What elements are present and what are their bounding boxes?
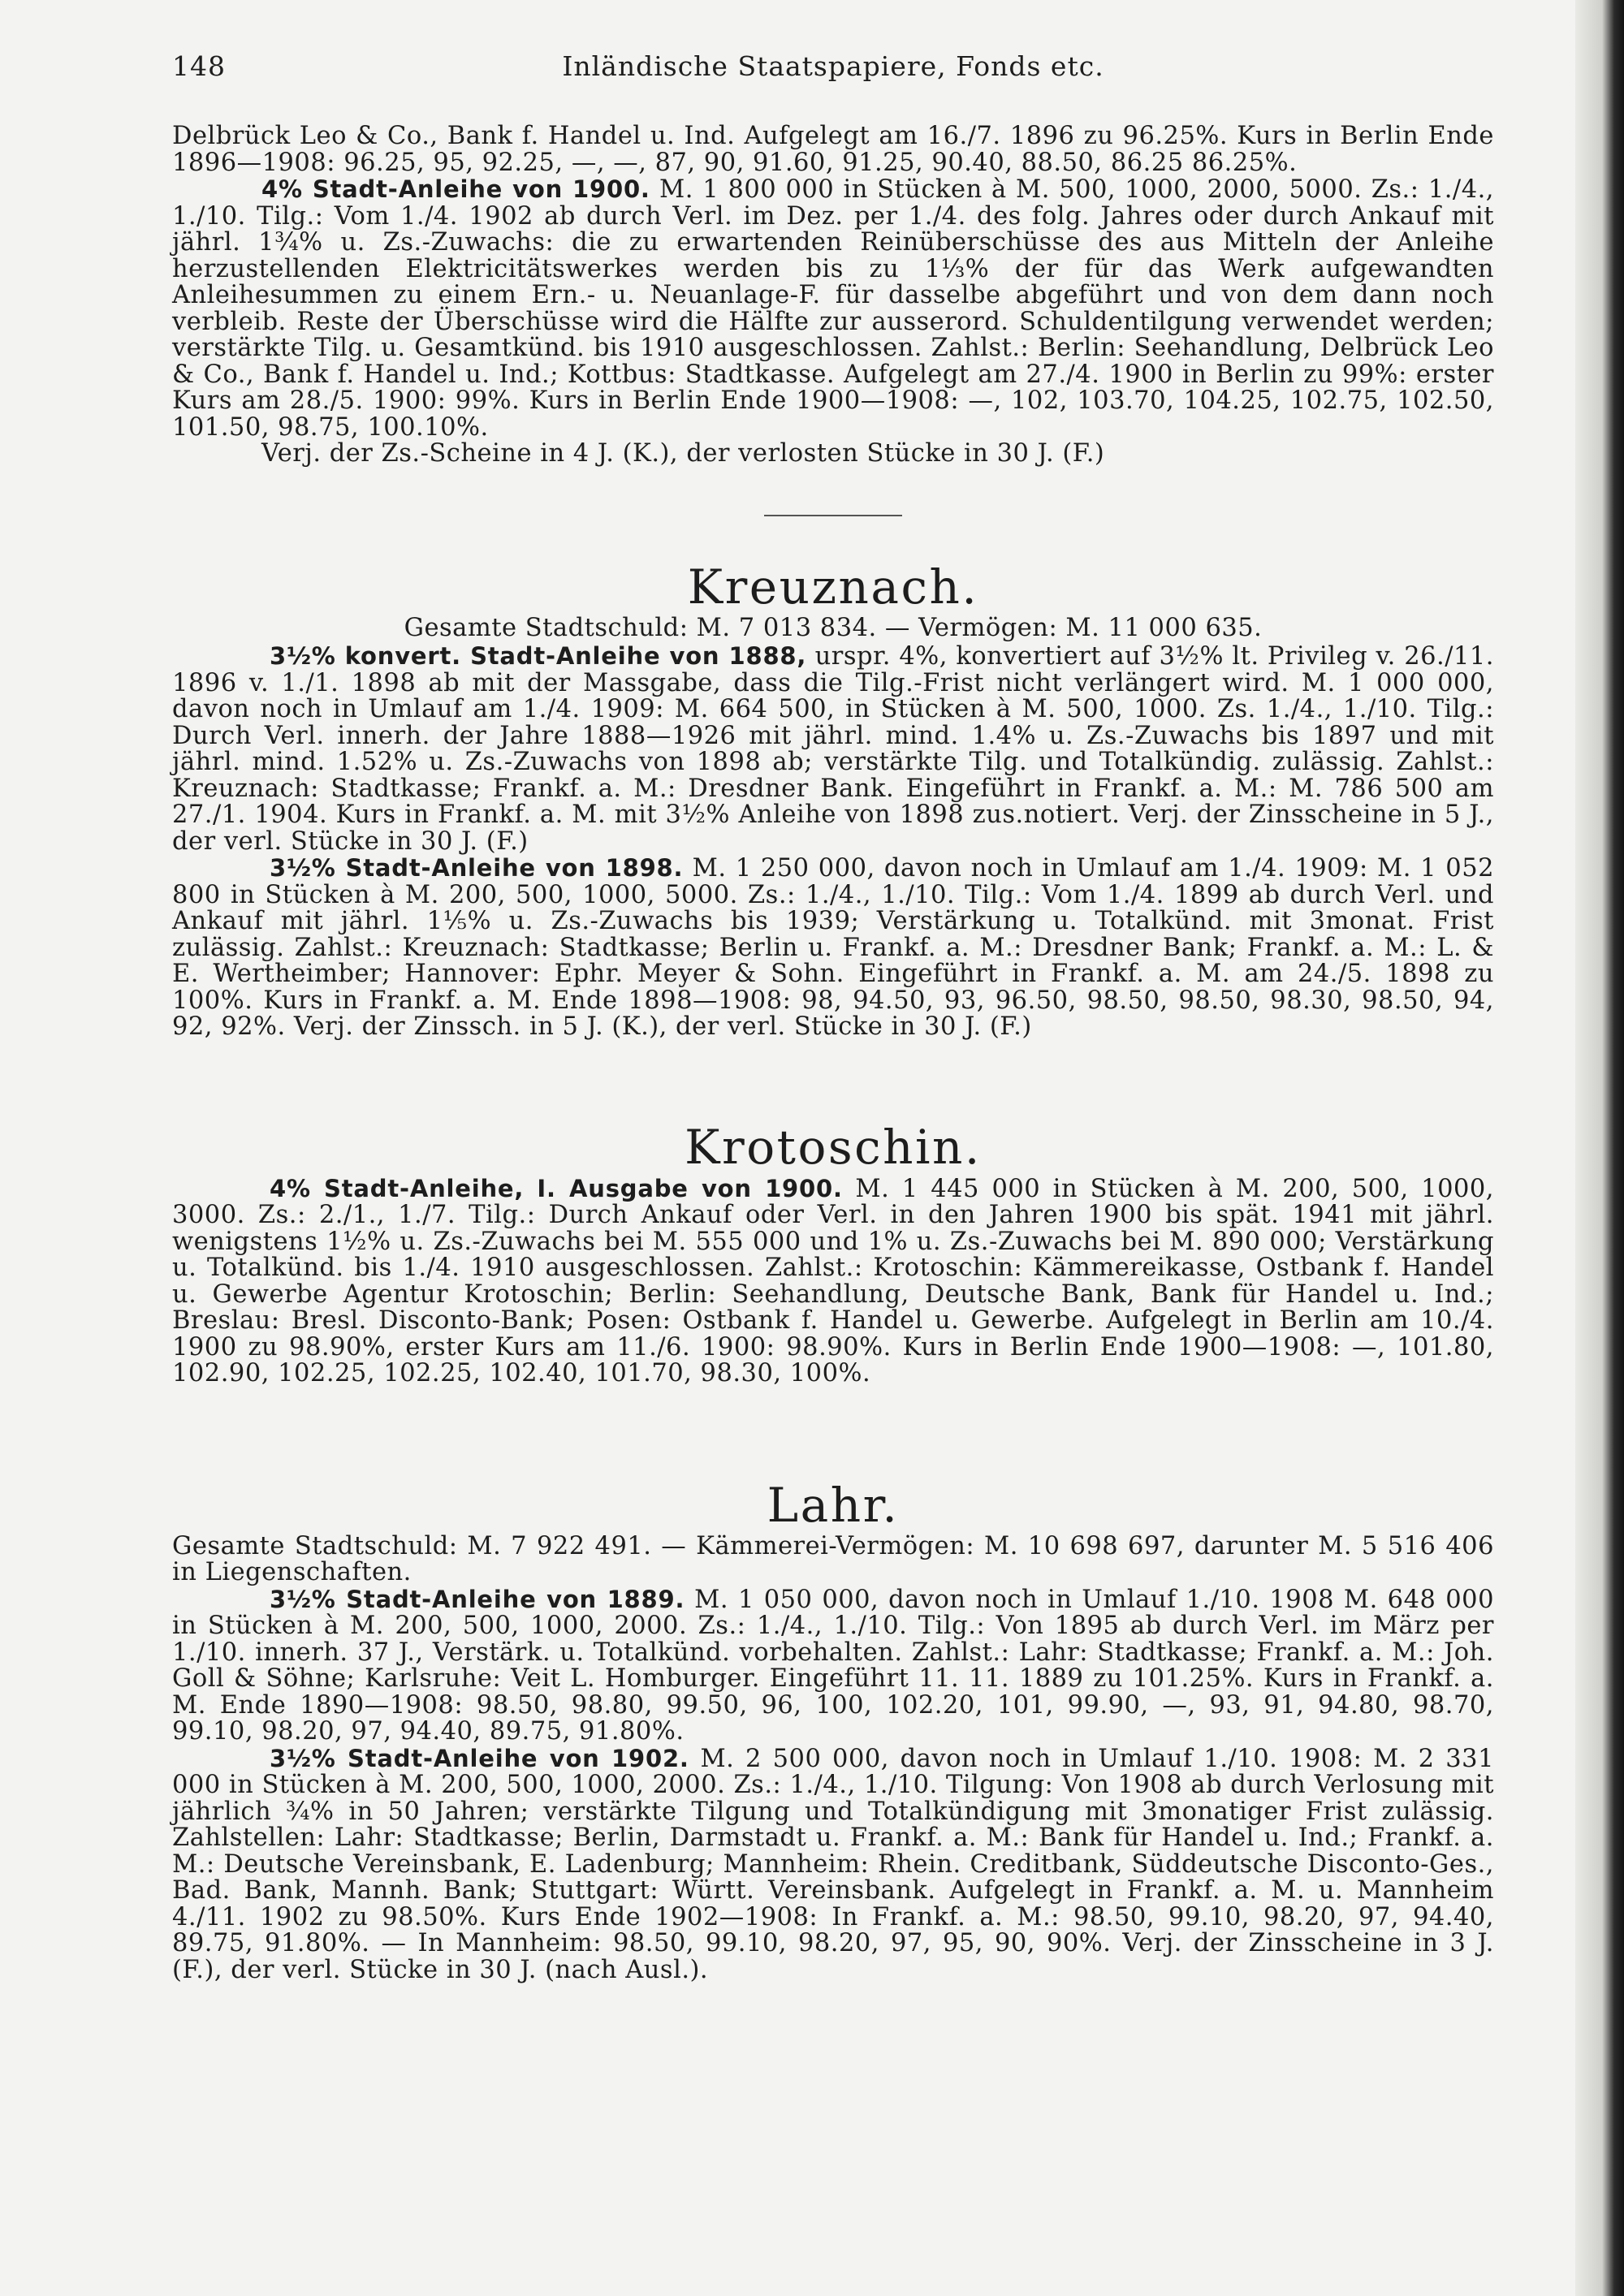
loan-details: M. 1 800 000 in Stücken à M. 500, 1000, 2000, 5000. Zs.: 1./4., 1./10. Tilg.: Vom 1./4. 1902 ab durch Verl. im Dez. per 1./4. des folg. Jahres oder durch Ankauf mit jährl. 1¾% u. Zs.-Zuwachs: die zu erwartenden Reinüberschüsse des aus Mitteln der Anleihe herzustellenden Elektricitätswerkes werden bis zu 1⅓% der für das Werk aufgewandten Anleihesummen zu einem Ern.- u. Neuanlage-F. für dasselbe abgeführt und von dem dann noch verbleib. Reste der Überschüsse wird die Hälfte zur ausserord. Schuldentilgung verwendet werden; verstärkte Tilg. u. Gesamtkünd. bis 1910 ausgeschlossen. Zahlst.: Berlin: Seehandlung, Delbrück Leo & Co., Bank f. Handel u. Ind.; Kottbus: Stadtkasse. Aufgelegt am 27./4. 1900 in Berlin zu 99%: erster Kurs am 28./5. 1900: 99%. Kurs in Berlin Ende 1900—1908: —, 102, 103.70, 104.25, 102.75, 102.50, 101.50, 98.75, 100.10%. <box>172 175 1494 442</box>
loan-title: 4% Stadt-Anleihe von 1900. <box>261 175 650 203</box>
city-heading-krotoschin: Krotoschin. <box>685 1119 982 1175</box>
loan-title: 3½% Stadt-Anleihe von 1902. <box>270 1744 689 1772</box>
loan-entry <box>172 1176 1494 1388</box>
loan-title: 3½% Stadt-Anleihe von 1898. <box>270 854 684 882</box>
paragraph-verjaehrung: Verj. der Zs.-Scheine in 4 J. (K.), der verlosten Stücke in 30 J. (F.) <box>261 439 1105 468</box>
document-page <box>172 50 1494 1983</box>
loan-details: M. 1 445 000 in Stücken à M. 200, 500, 1000, 3000. Zs.: 2./1., 1./7. Tilg.: Durch Ankauf oder Verl. in den Jahren 1900 bis spät. 1941 mit jährl. wenigstens 1½% u. Zs.-Zuwachs bei M. 555 000 und 1% u. Zs.-Zuwachs bei M. 890 000; Verstärkung u. Totalkünd. bis 1./4. 1910 ausgeschlossen. Zahlst.: Krotoschin: Kämmereikasse, Ostbank f. Handel u. Gewerbe Agentur Krotoschin; Berlin: Seehandlung, Deutsche Bank, Bank für Handel u. Ind.; Breslau: Bresl. Disconto-Bank; Posen: Ostbank f. Handel u. Gewerbe. Aufgelegt in Berlin am 10./4. 1900 zu 98.90%, erster Kurs am 11./6. 1900: 98.90%. Kurs in Berlin Ende 1900—1908: —, 101.80, 102.90, 102.25, 102.25, 102.40, 101.70, 98.30, 100%. <box>172 1174 1494 1388</box>
paragraph-delbrueck: Delbrück Leo & Co., Bank f. Handel u. Ind. Aufgelegt am 16./7. 1896 zu 96.25%. Kurs in Berlin Ende 1896—1908: 96.25, 95, 92.25, —, —, 87, 90, 91.60, 91.25, 90.40, 88.50, 86.25 86.25%. <box>172 122 1494 177</box>
loan-entry <box>172 1746 1494 1984</box>
debt-summary: Gesamte Stadtschuld: M. 7 922 491. — Kämmerei-Vermögen: M. 10 698 697, darunter M. 5 516 406 in Liegenschaften. <box>172 1531 1494 1586</box>
loan-details: M. 2 500 000, davon noch in Umlauf 1./10. 1908: M. 2 331 000 in Stücken à M. 200, 500, 1000, 2000. Zs.: 1./4., 1./10. Tilgung: Von 1908 ab durch Verlosung mit jährlich ¾% in 50 Jahren; verstärkte Tilgung und Totalkündigung mit 3monatiger Frist zulässig. Zahlstellen: Lahr: Stadtkasse; Berlin, Darmstadt u. Frankf. a. M.: Bank für Handel u. Ind.; Frankf. a. M.: Deutsche Vereinsbank, E. Ladenburg; Mannheim: Rhein. Creditbank, Süddeutsche Disconto-Ges., Bad. Bank, Mannh. Bank; Stuttgart: Württ. Vereinsbank. Aufgelegt in Frankf. a. M. u. Mannheim 4./11. 1902 zu 98.50%. Kurs Ende 1902—1908: In Frankf. a. M.: 98.50, 99.10, 98.20, 97, 94.40, 89.75, 91.80%. — In Mannheim: 98.50, 99.10, 98.20, 97, 95, 90, 90%. Verj. der Zinsscheine in 3 J. (F.), der verl. Stücke in 30 J. (nach Ausl.). <box>172 1744 1494 1984</box>
city-heading-kreuznach: Kreuznach. <box>687 559 979 615</box>
loan-entry <box>172 855 1494 1041</box>
loan-entry <box>172 643 1494 855</box>
loan-title: 3½% konvert. Stadt-Anleihe von 1888, <box>270 642 807 670</box>
debt-summary: Gesamte Stadtschuld: M. 7 013 834. — Vermögen: M. 11 000 635. <box>404 613 1263 642</box>
city-heading-lahr: Lahr. <box>767 1477 900 1533</box>
scan-page-edge <box>1575 0 1624 2296</box>
loan-details: M. 1 050 000, davon noch in Umlauf 1./10. 1908 M. 648 000 in Stücken à M. 200, 500, 1000, 2000. Zs.: 1./4., 1./10. Tilg.: Von 1895 ab durch Verl. im März per 1./10. innerh. 37 J., Verstärk. u. Totalkünd. vorbehalten. Zahlst.: Lahr: Stadtkasse; Frankf. a. M.: Joh. Goll & Söhne; Karlsruhe: Veit L. Homburger. Eingeführt 11. 11. 1889 zu 101.25%. Kurs in Frankf. a. M. Ende 1890—1908: 98.50, 98.80, 99.50, 96, 100, 102.20, 101, 99.90, —, 93, 91, 94.80, 98.70, 99.10, 98.20, 97, 94.40, 89.75, 91.80%. <box>172 1585 1494 1746</box>
loan-details: M. 1 250 000, davon noch in Umlauf am 1./4. 1909: M. 1 052 800 in Stücken à M. 200, 500, 1000, 5000. Zs.: 1./4., 1./10. Tilg.: Vom 1./4. 1899 ab durch Verl. und Ankauf mit jährl. 1⅕% u. Zs.-Zuwachs bis 1939; Verstärkung u. Totalkünd. mit 3monat. Frist zulässig. Zahlst.: Kreuznach: Stadtkasse; Berlin u. Frankf. a. M.: Dresdner Bank; Frankf. a. M.: L. & E. Wertheimber; Hannover: Ephr. Meyer & Sohn. Eingeführt in Frankf. a. M. am 24./5. 1898 zu 100%. Kurs in Frankf. a. M. Ende 1898—1908: 98, 94.50, 93, 96.50, 98.50, 98.50, 98.30, 98.50, 94, 92, 92%. Verj. der Zinssch. in 5 J. (K.), der verl. Stücke in 30 J. (F.) <box>172 854 1494 1041</box>
paragraph-stadt-anleihe-1900 <box>172 176 1494 441</box>
page-header <box>172 50 1494 89</box>
section-continued-entry <box>172 123 1494 468</box>
section-kreuznach <box>172 559 1494 1041</box>
loan-entry <box>172 1586 1494 1746</box>
section-lahr <box>172 1477 1494 1984</box>
loan-details: urspr. 4%, konvertiert auf 3½% lt. Privileg v. 26./11. 1896 v. 1./1. 1898 ab mit der Massgabe, dass die Tilg.-Frist nicht verlängert wird. M. 1 000 000, davon noch in Umlauf am 1./4. 1909: M. 664 500, in Stücken à M. 500, 1000. Zs. 1./4., 1./10. Tilg.: Durch Verl. innerh. der Jahre 1888—1926 mit jährl. mind. 1.4% u. Zs.-Zuwachs bis 1897 und mit jährl. mind. 1.52% u. Zs.-Zuwachs von 1898 ab; verstärkte Tilg. und Totalkündig. zulässig. Zahlst.: Kreuznach: Stadtkasse; Frankf. a. M.: Dresdner Bank. Eingeführt in Frankf. a. M.: M. 786 500 am 27./1. 1904. Kurs in Frankf. a. M. mit 3½% Anleihe von 1898 zus.notiert. Verj. der Zinsscheine in 5 J., der verl. Stücke in 30 J. (F.) <box>172 642 1494 856</box>
loan-title: 4% Stadt-Anleihe, I. Ausgabe von 1900. <box>270 1174 843 1202</box>
section-krotoschin <box>172 1119 1494 1388</box>
section-divider <box>764 515 902 516</box>
page-number: 148 <box>172 50 226 82</box>
running-title: Inländische Staatspapiere, Fonds etc. <box>562 50 1104 82</box>
loan-title: 3½% Stadt-Anleihe von 1889. <box>270 1585 685 1613</box>
